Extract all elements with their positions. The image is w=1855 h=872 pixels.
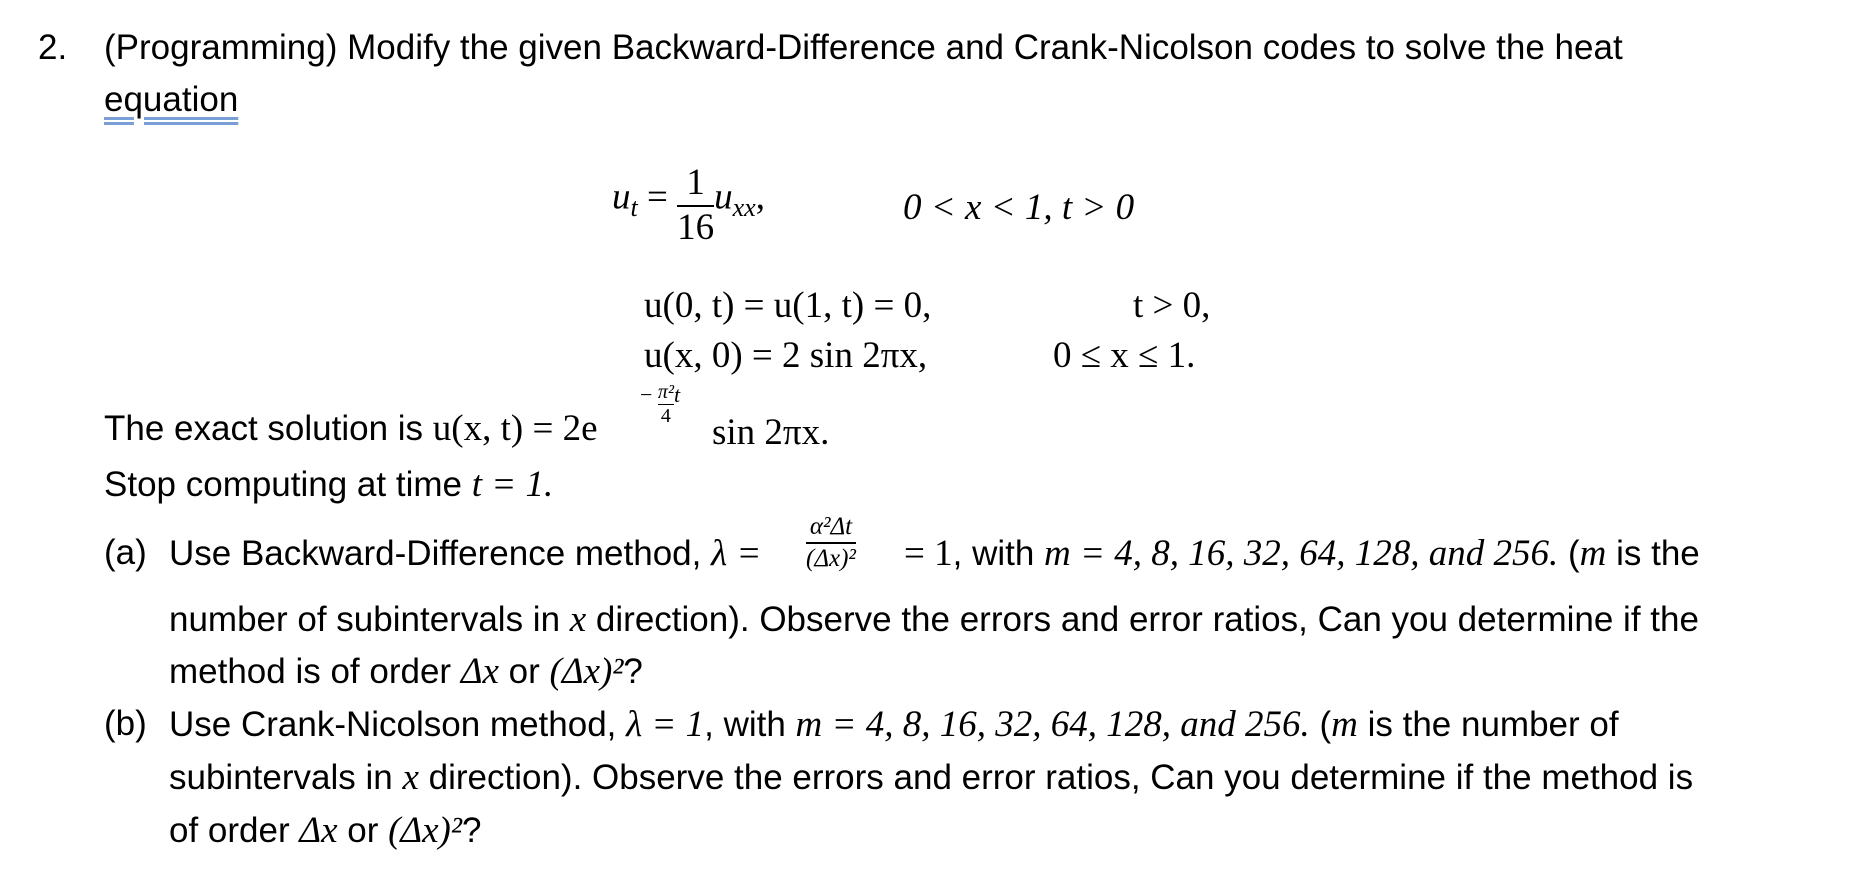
exponent-t: t [673, 381, 681, 407]
pde-rhs-sub: xx [732, 193, 756, 223]
bc-line-1-lhs: u(0, t) = u(1, t) = 0, [644, 285, 932, 326]
pde-domain: 0 < x < 1, t > 0 [903, 187, 1135, 228]
part-a-text4: is the [1606, 534, 1700, 573]
part-b-line2-a: subintervals in [169, 758, 403, 797]
pde-equation [612, 158, 765, 248]
stop-prefix: Stop computing at time [104, 465, 472, 504]
part-b-line2-x: x [402, 757, 419, 798]
intro-line-1: (Programming) Modify the given Backward-Difference and Crank-Nicolson codes to solve the heat [104, 28, 1623, 67]
bc-line-2-lhs: u(x, 0) = 2 sin 2πx, [644, 335, 928, 376]
part-a-line-3 [169, 653, 643, 690]
pde-frac-den: 16 [677, 206, 715, 248]
part-a-line2-b: direction). Observe the errors and error ratios, Can you determine if the [586, 600, 1699, 639]
pde-rhs: u [714, 176, 733, 218]
stop-line [104, 466, 553, 503]
part-b-text2: , with [704, 705, 796, 744]
part-a-line3-dx2: (Δx)² [549, 651, 624, 692]
part-a-line3-or: or [498, 652, 550, 691]
exact-solution-line [104, 410, 598, 447]
pde-lhs-sub: t [630, 193, 638, 223]
part-b-line3-dx: Δx [299, 810, 338, 851]
part-a-frac-den: (Δx)² [806, 545, 856, 573]
part-b-line3-q: ? [461, 811, 482, 850]
bc-line-2-rhs: 0 ≤ x ≤ 1. [1053, 335, 1196, 376]
part-b-text1: Use Crank-Nicolson method, [169, 705, 627, 744]
part-a-fraction [806, 514, 856, 573]
exact-prefix: The exact solution is [104, 409, 433, 448]
part-a-m-var: m [1579, 533, 1607, 574]
stop-value: t = 1. [471, 464, 554, 505]
part-a-line2-x: x [569, 599, 587, 640]
exact-exponent [640, 382, 680, 427]
part-a-frac-box [806, 514, 856, 573]
part-b-line3-or: or [337, 811, 389, 850]
part-a-text1: Use Backward-Difference method, [169, 534, 712, 573]
part-a-line-1-cont [904, 535, 1700, 572]
exponent-minus: − [640, 381, 653, 407]
pde-comma: , [755, 176, 765, 218]
part-b-line-2 [169, 759, 1693, 796]
problem-number: 2. [38, 28, 68, 67]
part-a-eq-one: = 1 [904, 533, 953, 574]
part-a-frac-num: α²Δt [809, 513, 853, 540]
part-b-label: (b) [104, 704, 147, 743]
part-b-line-3 [169, 812, 481, 849]
part-a-text3: ( [1558, 534, 1580, 573]
pde-lhs: u [612, 176, 631, 218]
part-a-label: (a) [104, 533, 147, 572]
part-a-line3-q: ? [623, 652, 643, 691]
exact-func: u(x, t) = 2e [432, 408, 598, 449]
pde-fraction [677, 164, 714, 248]
intro-line-2: equation [104, 80, 239, 119]
part-b-line3-dx2: (Δx)² [388, 810, 462, 851]
part-b-m-values: m = 4, 8, 16, 32, 64, 128, and 256. [795, 704, 1310, 745]
part-b-lambda: λ = 1 [626, 704, 705, 745]
pde-eq: = [646, 176, 668, 218]
part-b-line2-b: direction). Observe the errors and error ratios, Can you determine if the method is [418, 758, 1694, 797]
part-a-line3-dx: Δx [460, 651, 499, 692]
bc-line-1-rhs: t > 0, [1133, 285, 1211, 326]
part-a-line-2 [169, 601, 1699, 638]
part-a-line2-a: number of subintervals in [169, 600, 570, 639]
exponent-fraction [658, 382, 674, 427]
exponent-frac-num: π² [657, 381, 674, 403]
pde-frac-num: 1 [686, 162, 705, 203]
part-a-lambda: λ = [711, 533, 762, 574]
part-b-text3: ( [1309, 705, 1332, 744]
part-a-line3-a: method is of order [169, 652, 461, 691]
part-b-text4: is the number of [1357, 705, 1619, 744]
part-a-line-1 [169, 535, 761, 572]
exact-suffix: sin 2πx. [712, 412, 830, 453]
part-b-m-var: m [1331, 704, 1358, 745]
part-b-line3-a: of order [169, 811, 300, 850]
exponent-frac-den: 4 [660, 405, 671, 427]
part-a-text2: , with [952, 534, 1045, 573]
part-b-line-1 [169, 706, 1619, 743]
part-a-m-values: m = 4, 8, 16, 32, 64, 128, and 256. [1044, 533, 1559, 574]
